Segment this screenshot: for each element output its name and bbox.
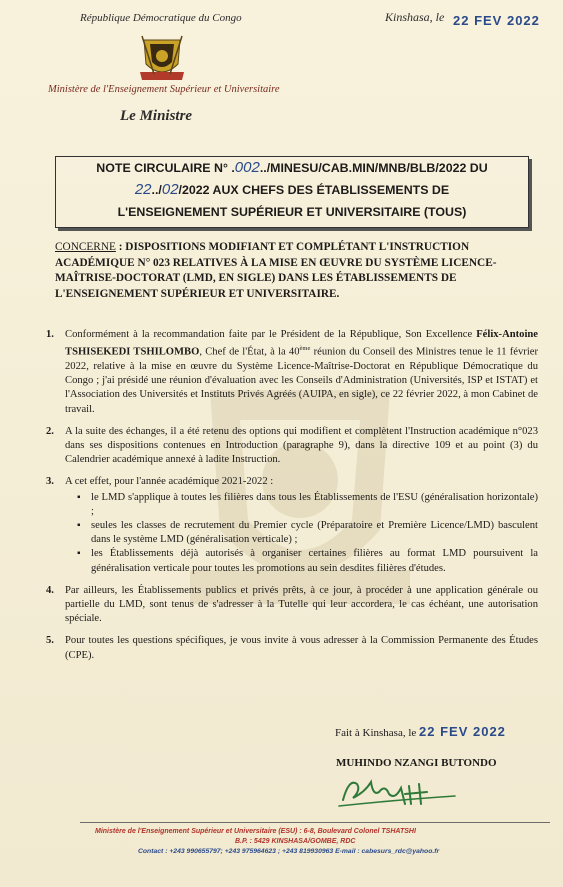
signing-date-stamp: 22 FEV 2022 [419, 724, 506, 739]
list-item: ▪ le LMD s'applique à toutes les filières dans tous les Établissements de l'ESU (généralisation horizontale) ; [77, 491, 538, 519]
paragraph-3: 3. A cet effet, pour l'année académique 2021-2022 : ▪ le LMD s'applique à toutes les filières dans tous les Établissements de l'ESU (généralisation horizontale) ; ▪ seules les classes de recrutement du Premier cycle (Préparatoire et Première Licence/LMD) basculent dans le système LMD (généralisation verticale) ; ▪ les Établissements déjà autorisés à organiser certaines filières au format LMD poursuivent la généralisation verticale pour toutes les promotions au sein desdites filières d'études. [46, 475, 538, 575]
footer-po-box: B.P. : 5429 KINSHASA/GOMBE, RDC [235, 838, 356, 845]
title-line-2: 22../02/2022 AUX CHEFS DES ÉTABLISSEMENTS DE [134, 181, 450, 198]
signatory-name: MUHINDO NZANGI BUTONDO [336, 757, 497, 769]
paragraph-4: 4. Par ailleurs, les Établissements publics et privés prêts, à ce jour, à procéder à une application générale ou partielle du LMD, sont tenus de s'adresser à la Tutelle qui leur accordera, le cas échéant, une autorisation spéciale. [46, 584, 538, 625]
national-emblem-icon [136, 34, 188, 84]
subject-text: : DISPOSITIONS MODIFIANT ET COMPLÉTANT L'INSTRUCTION ACADÉMIQUE N° 023 RELATIVES À LA MISE EN ŒUVRE DU SYSTÈME LICENCE-MAÎTRISE-DOCTORAT (LMD, EN SIGLE) DANS LES ÉTABLISSEMENTS DE L'ENSEIGNEMENT SUPÉRIEUR ET UNIVERSITAIRE. [55, 241, 497, 300]
list-item: ▪ seules les classes de recrutement du Premier cycle (Préparatoire et Première Licence/LMD) basculent dans le système LMD (généralisation verticale) ; [77, 519, 538, 547]
republic-heading: République Démocratique du Congo [80, 12, 242, 24]
list-item: ▪ les Établissements déjà autorisés à organiser certaines filières au format LMD poursuivent la généralisation verticale pour toutes les promotions au sein desdites filières d'études. [77, 547, 538, 575]
handwritten-number: 002 [234, 159, 260, 176]
subject-block [55, 240, 540, 302]
handwritten-day: 22 [134, 181, 152, 198]
circular-title-box [55, 156, 529, 228]
title-line-1: NOTE CIRCULAIRE N° .002../MINESU/CAB.MIN/MNB/BLB/2022 DU [96, 159, 488, 176]
footer-divider [80, 822, 550, 823]
title-line-3: L'ENSEIGNEMENT SUPÉRIEUR ET UNIVERSITAIRE (TOUS) [117, 205, 467, 219]
minister-heading: Le Ministre [120, 108, 193, 124]
measures-list [77, 491, 538, 576]
date-stamp: 22 FEV 2022 [453, 13, 540, 28]
paragraph-1: 1. Conformément à la recommandation faite par le Président de la République, Son Excellence Félix-Antoine TSHISEKEDI TSHILOMBO, Chef de l'État, à la 40ème réunion du Conseil des Ministres tenue le 11 février 2022, relative à la mise en œuvre du Système Licence-Maîtrise-Doctorat en République Démocratique du Congo ; j'ai présidé une réunion d'évaluation avec les Conseils d'Administration (Universités, ISP et ISTAT) et l'Association des Universités et Instituts Privés Agréés (AUIPA, en sigle), ce 22 février 2022, à mon Cabinet de travail. [46, 329, 538, 415]
handwritten-signature-icon [335, 770, 465, 815]
footer-contact: Contact : +243 990655797; +243 975964623 ; +243 819930963 E-mail : cabesurs_rdc@yahoo.fr [138, 848, 440, 855]
handwritten-month: 02 [161, 181, 179, 198]
president-name: Félix-Antoine TSHISEKEDI TSHILOMBO [65, 329, 538, 358]
letter-body [46, 328, 538, 671]
signing-place: Fait à Kinshasa, le 22 FEV 2022 [335, 724, 506, 739]
ministry-heading: Ministère de l'Enseignement Supérieur et Universitaire [48, 84, 280, 95]
subject-label: CONCERNE [55, 241, 116, 253]
paragraph-2: 2. A la suite des échanges, il a été retenu des options qui modifient et complètent l'Instruction académique n°023 dans ses dispositions contenues en Introduction (paragraphe 9), dans la directive 109 et au point (3) du Calendrier académique annexé à ladite Instruction. [46, 425, 538, 466]
paragraph-5: 5. Pour toutes les questions spécifiques, je vous invite à vous adresser à la Commission Permanente des Études (CPE). [46, 635, 538, 661]
footer-address: Ministère de l'Enseignement Supérieur et Universitaire (ESU) : 6-8, Boulevard Colonel TSHATSHI [95, 828, 416, 835]
city-label: Kinshasa, le [385, 10, 445, 24]
